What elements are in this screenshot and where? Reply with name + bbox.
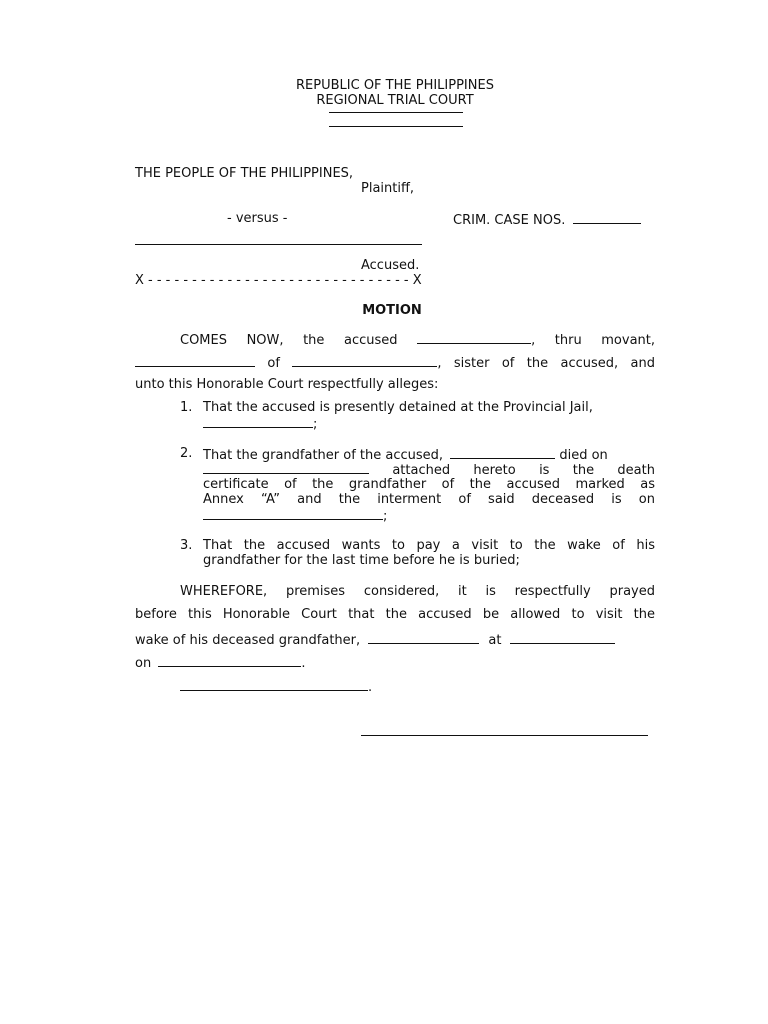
caption-x-line: X - - - - - - - - - - - - - - - - - - - - - - - - - - - - - - X	[135, 273, 422, 288]
item-3-number: 3.	[180, 538, 193, 553]
wake-date-blank	[368, 631, 479, 644]
accused-name-blank	[135, 244, 422, 245]
court-header-republic: REPUBLIC OF THE PHILIPPINES	[296, 78, 494, 93]
item-1-line-2: ;	[203, 415, 317, 433]
visit-date-blank	[158, 654, 301, 667]
prayer-line-2: before this Honorable Court that the accused be allowed to visit the	[135, 607, 655, 622]
prayer-line-3: wake of his deceased grandfather, at	[135, 631, 655, 649]
place-date-line: .	[180, 678, 372, 696]
wake-place-blank	[510, 631, 615, 644]
intro-line-3: unto this Honorable Court respectfully alleges:	[135, 377, 439, 392]
motion-title: MOTION	[362, 303, 422, 318]
accused-name-blank-intro	[417, 331, 531, 344]
item-1-line-1: That the accused is presently detained at the Provincial Jail,	[203, 400, 593, 415]
item-2-number: 2.	[180, 446, 193, 461]
item-3-line-1: That the accused wants to pay a visit to the wake of his	[203, 538, 655, 553]
intro-line-1: COMES NOW, the accused , thru movant,	[180, 333, 656, 348]
item-3-line-2: grandfather for the last time before he is buried;	[203, 553, 520, 568]
case-number-blank	[573, 211, 641, 224]
court-header-rtc: REGIONAL TRIAL COURT	[316, 93, 474, 108]
plaintiff-name: THE PEOPLE OF THE PHILIPPINES,	[135, 166, 354, 181]
interment-date-blank	[203, 507, 383, 520]
branch-blank-line	[329, 112, 463, 113]
signature-line	[361, 735, 648, 736]
movant-address-blank	[292, 354, 437, 367]
movant-name-blank	[135, 354, 255, 367]
intro-line-2: of , sister of the accused, and	[135, 354, 655, 372]
item-2-line-3: certificate of the grandfather of the accused marked as	[203, 477, 655, 492]
city-blank-line	[329, 126, 463, 127]
prayer-line-1: WHEREFORE, premises considered, it is respectfully prayed	[180, 584, 655, 599]
versus-label: - versus -	[227, 211, 288, 226]
item-2-line-4: Annex “A” and the interment of said deceased is on	[203, 492, 655, 507]
item-1-number: 1.	[180, 400, 193, 415]
date-of-death-blank	[203, 461, 369, 474]
accused-label: Accused.	[361, 258, 420, 273]
prayer-line-4: on .	[135, 656, 306, 671]
item-2-line-2: attached hereto is the death	[203, 461, 655, 479]
grandfather-name-blank	[450, 446, 555, 459]
case-number-label: CRIM. CASE NOS.	[453, 213, 566, 228]
item-2-line-5: ;	[203, 507, 387, 525]
place-date-blank	[180, 678, 368, 691]
provincial-jail-blank	[203, 415, 313, 428]
case-number-field	[453, 211, 641, 229]
item-2-line-1: That the grandfather of the accused, died on	[203, 448, 608, 463]
plaintiff-label: Plaintiff,	[361, 181, 415, 196]
